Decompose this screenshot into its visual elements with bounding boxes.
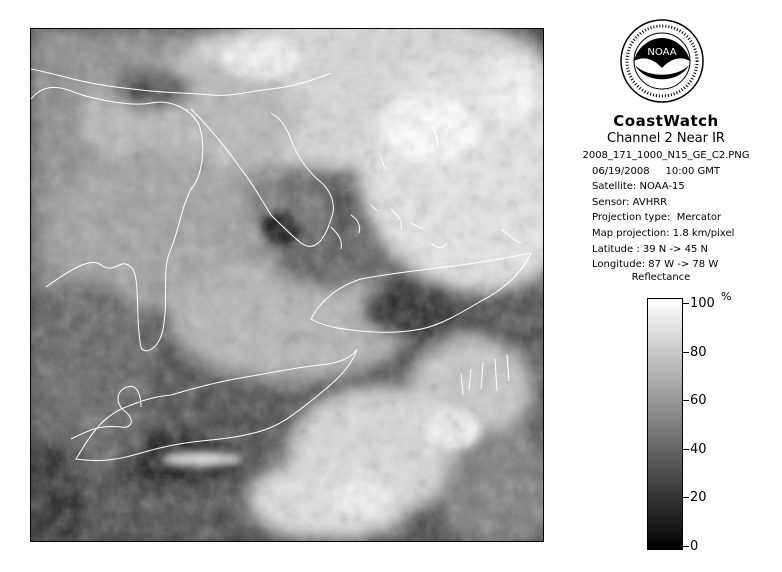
longitude-label: Longitude: 87 W -> 78 W [592, 259, 719, 271]
colorbar-tick-label: 20 [690, 490, 707, 506]
colorbar-tick-mark [683, 352, 689, 353]
latitude-label: Latitude : 39 N -> 45 N [592, 243, 708, 255]
colorbar-title: Reflectance [631, 272, 691, 283]
reflectance-colorbar [647, 298, 683, 550]
colorbar-tick-mark [683, 497, 689, 498]
filename-label: 2008_171_1000_N15_GE_C2.PNG [582, 150, 750, 161]
datetime-label: 06/19/2008 10:00 GMT [592, 165, 721, 177]
sensor-label: Sensor: AVHRR [592, 196, 668, 208]
colorbar-tick-mark [683, 449, 689, 450]
colorbar-unit: % [721, 290, 732, 303]
colorbar-tick-label: 40 [690, 441, 707, 457]
colorbar-tick-label: 80 [690, 344, 707, 360]
colorbar-tick-mark [683, 400, 689, 401]
product-title: CoastWatch [613, 112, 719, 130]
colorbar-tick-mark [683, 546, 689, 547]
satellite-image [30, 28, 544, 542]
noaa-logo [619, 18, 705, 104]
channel-label: Channel 2 Near IR [607, 131, 725, 146]
colorbar-tick-label: 100 [690, 296, 715, 311]
map-projection-label: Map projection: 1.8 km/pixel [592, 227, 735, 239]
colorbar-tick-label: 60 [690, 393, 707, 409]
satellite-label: Satellite: NOAA-15 [592, 181, 685, 193]
colorbar-tick-mark [683, 303, 689, 304]
projection-type-label: Projection type: Mercator [592, 212, 722, 224]
colorbar-tick-label: 0 [690, 539, 699, 554]
metadata-panel [566, 112, 766, 273]
logo-text: NOAA [647, 47, 677, 58]
